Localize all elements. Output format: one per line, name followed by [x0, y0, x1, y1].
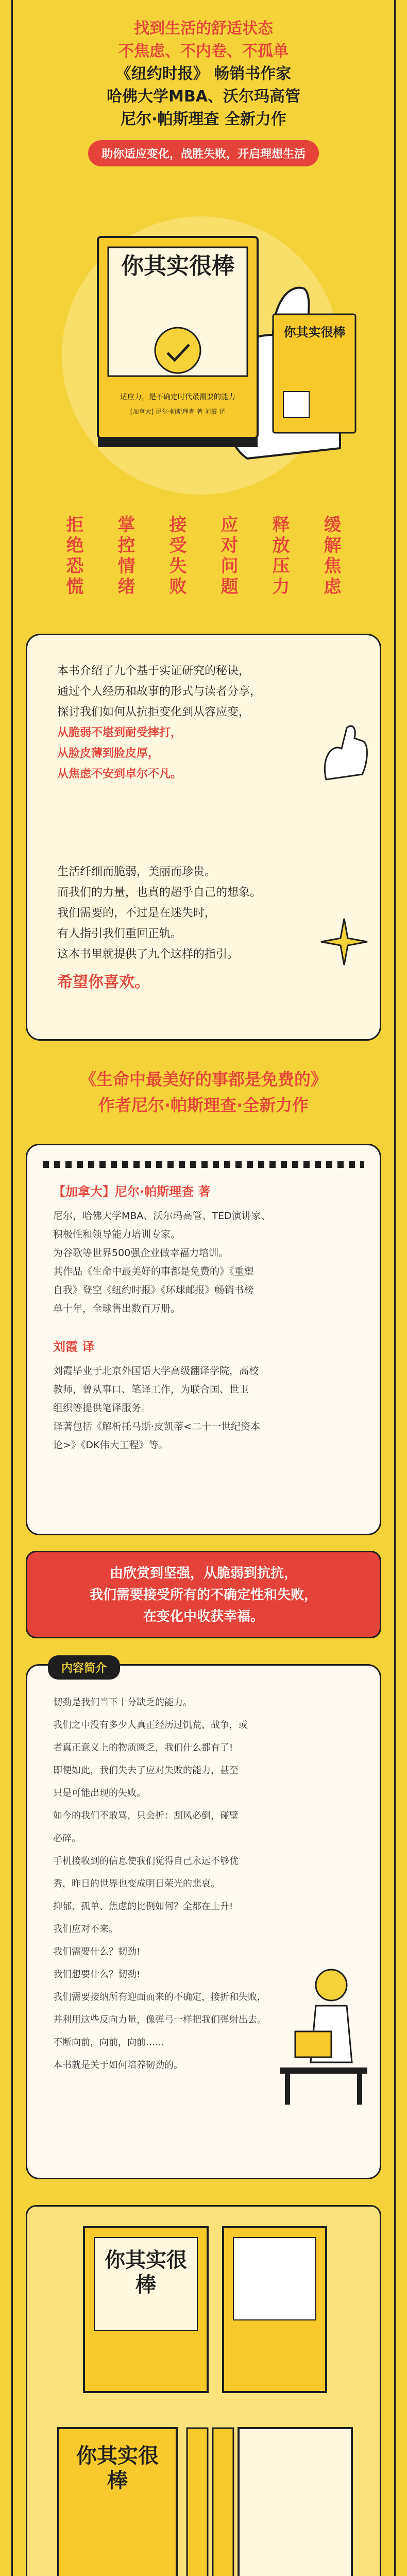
- praise-line-2: 作者尼尔·帕斯理查·全新力作: [98, 1095, 309, 1115]
- intro-card: [26, 634, 381, 1041]
- intro-closing: 希望你喜欢。: [57, 973, 150, 991]
- content-line: 即便如此，我们失去了应对失败的能力，甚至: [53, 1765, 239, 1776]
- translator-bio: [53, 1362, 357, 1454]
- content-body: [53, 1691, 275, 2077]
- intro-p2-line: 有人指引我们重回正轨。: [57, 927, 182, 940]
- author-card-trim: [43, 1161, 364, 1168]
- hero-line-3: 《纽约时报》 畅销书作家: [115, 65, 292, 83]
- content-line: 必碎。: [53, 1833, 81, 1844]
- reading-person-illustration: [269, 1954, 372, 2109]
- hero-line-4: 哈佛大学MBA、沃尔玛高管: [107, 88, 300, 106]
- intro-p1-line: 从焦虑不安到卓尔不凡。: [57, 768, 182, 781]
- content-tag: 内容简介: [48, 1655, 120, 1680]
- content-line: 我们需要什么？韧劲!: [53, 1946, 141, 1957]
- intro-p2-line: 我们需要的，不过是在迷失时，: [57, 907, 216, 920]
- intro-p1-line: 从脆弱不堪到耐受摔打，: [57, 726, 182, 739]
- photo-book-title-2: 你其实很棒: [76, 2444, 159, 2493]
- intro-p1-line: 从脸皮薄到脸皮厚，: [57, 747, 160, 760]
- content-line: 如今的我们不敢骂，只会折：刮风必倒，碰壁: [53, 1810, 239, 1821]
- translator-bio-line: 教师，曾从事口、笔译工作，为联合国、世卫: [53, 1384, 249, 1395]
- content-line: 我们应对不来。: [53, 1924, 118, 1935]
- keyword-4: 应对问题: [217, 515, 238, 598]
- author-bio-line: 自我》登空《纽约时报》《环球邮报》畅销书榜: [53, 1284, 254, 1296]
- books-photo: [26, 2205, 381, 2576]
- books-photo-svg: [27, 2207, 383, 2576]
- intro-p1-line: 通过个人经历和故事的形式与读者分享，: [57, 685, 262, 698]
- content-card: [26, 1664, 381, 2179]
- intro-p1: [57, 661, 346, 785]
- content-line: 者真正意义上的物质匮乏，我们什么都有了!: [53, 1742, 233, 1753]
- author-bio: [53, 1207, 357, 1318]
- translator-bio-line: 刘霞毕业于北京外国语大学高级翻译学院，高校: [53, 1365, 259, 1377]
- author-block: [53, 1181, 357, 1454]
- hero-line-2: 不焦虑、不内卷、不孤单: [118, 42, 289, 60]
- doodle-sparkle-icon: [316, 913, 372, 970]
- keyword-3: 接受失败: [166, 515, 186, 598]
- content-line: 韧劲是我们当下十分缺乏的能力。: [53, 1697, 192, 1708]
- hero-line-5: 尼尔·帕斯理查 全新力作: [121, 110, 286, 128]
- author-bio-line: 尼尔，哈佛大学MBA、沃尔玛高管、TED演讲家、: [53, 1210, 271, 1222]
- translator-bio-line: 译著包括《解析托马斯·皮凯蒂<二十一世纪资本: [53, 1421, 260, 1432]
- content-line: 我们需要接纳所有迎面而来的不确定，接折和失败，: [53, 1992, 266, 2003]
- banner-line: 由欣赏到坚强，从脆弱到抗抗，: [109, 1566, 297, 1581]
- intro-p2-line: 而我们的力量，也真的超乎自己的想象。: [57, 886, 262, 899]
- praise: [31, 1066, 376, 1118]
- banner-line: 我们需要接受所有的不确定性和失败，: [89, 1587, 317, 1603]
- author-bio-line: 其作品《生命中最美好的事都是免费的》《重塑: [53, 1266, 254, 1277]
- hero-tagline: 助你适应变化，战胜失败，开启理想生活: [88, 140, 319, 166]
- hero-line-1: 找到生活的舒适状态: [134, 20, 273, 38]
- banner: [26, 1551, 381, 1638]
- keyword-6: 缓解焦虑: [320, 515, 341, 598]
- keyword-5: 释放压力: [269, 515, 290, 598]
- hero-text: [36, 18, 371, 166]
- keyword-2: 掌控情绪: [114, 515, 135, 598]
- author-bio-line: 单十年，全球售出数百万册。: [53, 1303, 181, 1314]
- banner-line: 在变化中收获幸福。: [143, 1609, 264, 1624]
- author-bio-line: 积极性和领导能力培训专家。: [53, 1229, 181, 1240]
- translator-bio-line: 论>》《DK伟大工程》等。: [53, 1439, 168, 1451]
- content-line: 抑郁、孤单、焦虑的比例如何？全都在上升!: [53, 1901, 233, 1912]
- book-subtitle: 适应力，是不确定时代最需要的能力: [120, 393, 235, 401]
- content-line: 本书就是关于如何培养韧劲的。: [53, 2060, 183, 2071]
- intro-p2-line: 这本书里就提供了九个这样的指引。: [57, 948, 239, 961]
- content-line: 秀，昨日的世界也变成明日荣光的悲哀。: [53, 1878, 220, 1889]
- intro-p1-line: 探讨我们如何从抗拒变化到从容应变，: [57, 706, 250, 719]
- content-line: 我们之中没有多少人真正经历过饥荒、战争，或: [53, 1720, 248, 1731]
- hero-illustration-svg: [31, 201, 376, 510]
- side-book-title: 你其实很棒: [283, 325, 346, 340]
- content-line: 不断向前，向前，向前……: [53, 2037, 164, 2048]
- author-card: [26, 1144, 381, 1535]
- translator-name: 刘霞 译: [53, 1340, 95, 1354]
- content-line: 只是可能出现的失败。: [53, 1788, 146, 1799]
- intro-p1-line: 本书介绍了九个基于实证研究的秘诀，: [57, 665, 250, 677]
- photo-book-title: 你其实很棒: [105, 2248, 187, 2297]
- content-line: 并利用这些反向力量，像弹弓一样把我们弹射出去。: [53, 2014, 266, 2025]
- book-front-title: 你其实很棒: [121, 253, 234, 279]
- book-author-line: [加拿大] 尼尔·帕斯理查 著 刘霞 译: [130, 408, 226, 415]
- hero-illustration: [31, 201, 376, 510]
- content-line: 我们想要什么？韧劲!: [53, 1969, 141, 1980]
- author-bio-line: 为谷歌等世界500强企业做幸福力培训。: [53, 1247, 229, 1259]
- content-line: 手机接收到的信息使我们觉得自己永远不够优: [53, 1856, 239, 1867]
- translator-bio-line: 组织等提供笔译服务。: [53, 1402, 151, 1414]
- intro-p2-line: 生活纤细而脆弱，美丽而珍贵。: [57, 866, 216, 878]
- doodle-hand-icon: [316, 718, 378, 790]
- author-name: 【加拿大】尼尔·帕斯理查 著: [53, 1184, 211, 1199]
- praise-line-1: 《生命中最美好的事都是免费的》: [79, 1070, 327, 1089]
- keyword-1: 拒绝恐慌: [63, 515, 83, 598]
